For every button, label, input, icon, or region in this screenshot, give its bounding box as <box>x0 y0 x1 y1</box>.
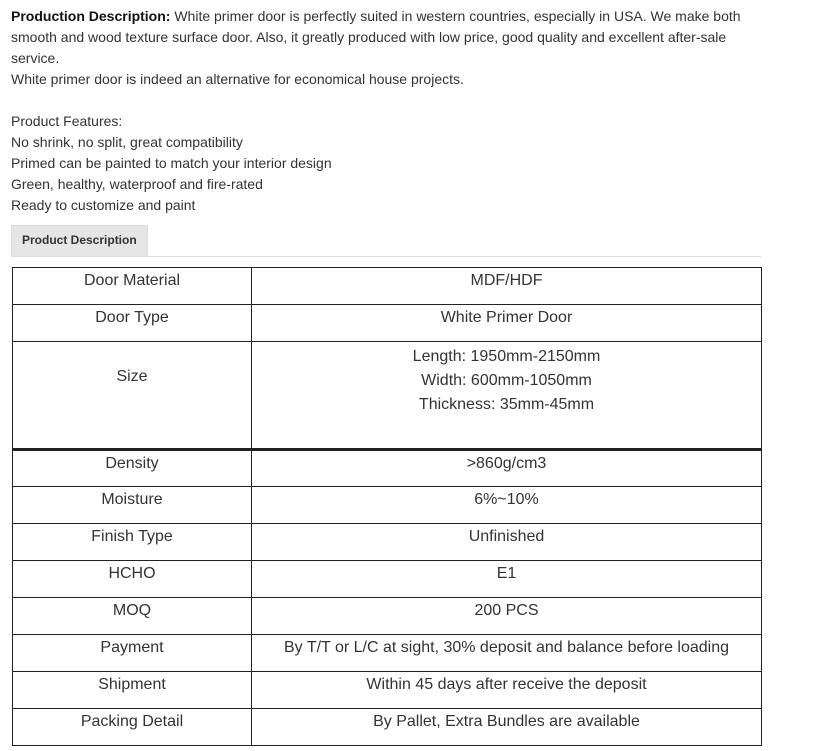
spacer <box>11 90 771 111</box>
spec-value: MDF/HDF <box>252 268 762 305</box>
description-text-2: White primer door is indeed an alternative for economical house projects. <box>11 71 464 87</box>
spec-name: Moisture <box>13 487 252 524</box>
table-row <box>13 342 762 450</box>
table-row <box>13 709 762 746</box>
spec-name: Size <box>13 342 252 450</box>
spec-table <box>12 267 762 746</box>
spec-name: Finish Type <box>13 524 252 561</box>
spec-value: White Primer Door <box>252 305 762 342</box>
spec-value: By T/T or L/C at sight, 30% deposit and balance before loading <box>252 635 762 672</box>
table-row <box>13 450 762 487</box>
description-text: White primer door is perfectly suited in western countries, especially in USA. We make both smooth and wood texture surface door. Also, it greatly produced with low price, good quality and excellent after-sale service. <box>11 8 741 66</box>
size-length: Length: 1950mm-2150mm <box>412 348 601 365</box>
tab-bar <box>11 225 761 257</box>
feature-item: Green, healthy, waterproof and fire-rated <box>11 176 263 192</box>
spec-name: Door Type <box>13 305 252 342</box>
table-row <box>13 561 762 598</box>
table-row <box>13 524 762 561</box>
spec-value: E1 <box>252 561 762 598</box>
spec-name: HCHO <box>13 561 252 598</box>
feature-item: Ready to customize and paint <box>11 197 196 213</box>
spec-name: Payment <box>13 635 252 672</box>
description-paragraph <box>11 6 771 69</box>
feature-item: Primed can be painted to match your interior design <box>11 155 332 171</box>
feature-item: No shrink, no split, great compatibility <box>11 134 243 150</box>
spec-name: Packing Detail <box>13 709 252 746</box>
spec-value <box>252 342 762 450</box>
table-row <box>13 635 762 672</box>
spec-value: >860g/cm3 <box>252 450 762 487</box>
spec-value: Unfinished <box>252 524 762 561</box>
spec-name: Density <box>13 450 252 487</box>
table-row <box>13 305 762 342</box>
table-row <box>13 598 762 635</box>
description-label: Production Description: <box>11 8 171 24</box>
tab-product-description[interactable]: Product Description <box>11 225 148 256</box>
spec-value: Within 45 days after receive the deposit <box>252 672 762 709</box>
table-row <box>13 268 762 305</box>
spec-value: By Pallet, Extra Bundles are available <box>252 709 762 746</box>
spec-name: Shipment <box>13 672 252 709</box>
spec-value: 200 PCS <box>252 598 762 635</box>
spec-value: 6%~10% <box>252 487 762 524</box>
table-row <box>13 487 762 524</box>
size-width: Width: 600mm-1050mm <box>421 372 592 389</box>
spec-name: Door Material <box>13 268 252 305</box>
product-intro <box>11 6 771 216</box>
size-thickness: Thickness: 35mm-45mm <box>418 396 595 413</box>
features-heading: Product Features: <box>11 113 123 129</box>
spec-name: MOQ <box>13 598 252 635</box>
table-row <box>13 672 762 709</box>
